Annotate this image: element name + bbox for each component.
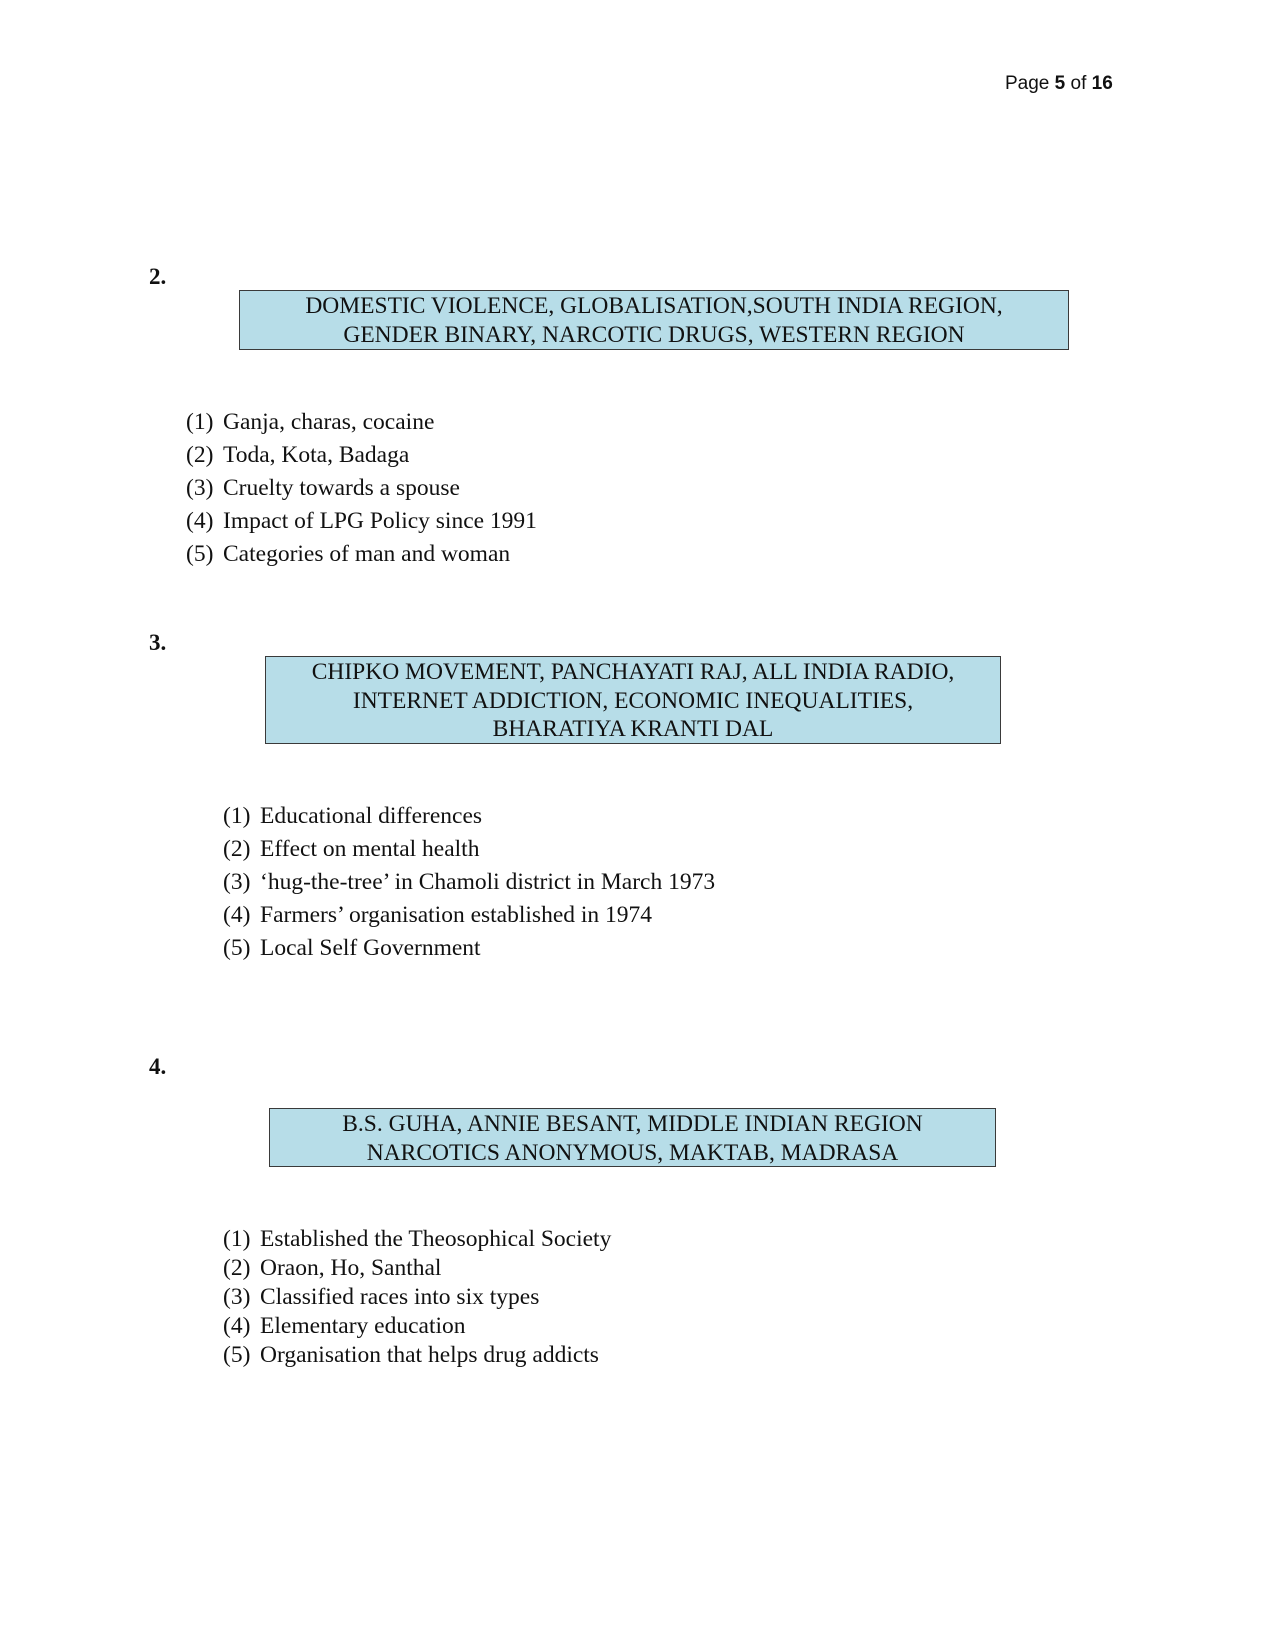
list-item	[223, 1254, 611, 1283]
list-item	[223, 899, 715, 932]
clue-number: (3)	[223, 1284, 251, 1310]
clue-text: Toda, Kota, Badaga	[223, 442, 410, 468]
list-item	[223, 800, 715, 833]
clue-number: (4)	[223, 1313, 251, 1339]
list-item	[223, 866, 715, 899]
clue-text: Classified races into six types	[260, 1284, 540, 1310]
list-item	[223, 1341, 611, 1370]
clue-text: Oraon, Ho, Santhal	[260, 1255, 442, 1281]
word-box-4	[269, 1108, 996, 1167]
clue-text: Ganja, charas, cocaine	[223, 409, 435, 435]
word-box-line: INTERNET ADDICTION, ECONOMIC INEQUALITIES,	[352, 687, 914, 714]
clue-number: (1)	[223, 1226, 251, 1252]
clue-list-3	[223, 800, 715, 965]
word-box-line: NARCOTICS ANONYMOUS, MAKTAB, MADRASA	[366, 1139, 899, 1166]
clue-text: Organisation that helps drug addicts	[260, 1342, 599, 1368]
page-total: 16	[1091, 73, 1113, 94]
clue-list-2	[186, 406, 537, 571]
list-item	[186, 406, 537, 439]
word-box-line: B.S. GUHA, ANNIE BESANT, MIDDLE INDIAN REGION	[342, 1111, 923, 1137]
clue-number: (5)	[223, 1342, 251, 1368]
clue-text: Elementary education	[260, 1313, 466, 1339]
word-box-line: BHARATIYA KRANTI DAL	[492, 716, 774, 742]
clue-text: Established the Theosophical Society	[260, 1226, 612, 1252]
clue-text: Impact of LPG Policy since 1991	[223, 508, 537, 534]
question-number-4: 4.	[149, 1054, 167, 1079]
clue-number: (3)	[186, 475, 214, 501]
clue-number: (1)	[223, 803, 251, 829]
clue-number: (1)	[186, 409, 214, 435]
clue-text: Farmers’ organisation established in 1974	[260, 902, 653, 928]
list-item	[186, 472, 537, 505]
list-item	[186, 505, 537, 538]
clue-number: (5)	[186, 541, 214, 567]
clue-number: (4)	[186, 508, 214, 534]
page-number	[1005, 73, 1113, 95]
list-item	[223, 932, 715, 965]
clue-number: (2)	[186, 442, 214, 468]
word-box-line: CHIPKO MOVEMENT, PANCHAYATI RAJ, ALL INDIA RADIO,	[311, 659, 955, 685]
page-prefix: Page	[1005, 73, 1050, 94]
clue-text: Categories of man and woman	[223, 541, 511, 567]
clue-text: Local Self Government	[260, 935, 481, 961]
list-item	[223, 1225, 611, 1254]
list-item	[223, 1312, 611, 1341]
clue-number: (2)	[223, 836, 251, 862]
clue-number: (4)	[223, 902, 251, 928]
clue-number: (3)	[223, 869, 251, 895]
word-box-3	[265, 656, 1001, 744]
question-number-3: 3.	[149, 630, 167, 655]
clue-text: Educational differences	[260, 803, 483, 829]
clue-number: (2)	[223, 1255, 251, 1281]
list-item	[186, 439, 537, 472]
clue-text: ‘hug-the-tree’ in Chamoli district in March 1973	[260, 869, 716, 895]
clue-list-4	[223, 1225, 611, 1370]
clue-text: Cruelty towards a spouse	[223, 475, 460, 501]
page-current: 5	[1054, 73, 1066, 94]
list-item	[223, 1283, 611, 1312]
list-item	[223, 833, 715, 866]
question-number-2: 2.	[149, 264, 167, 289]
clue-text: Effect on mental health	[260, 836, 480, 862]
word-box-2	[239, 290, 1069, 350]
word-box-line: DOMESTIC VIOLENCE, GLOBALISATION,SOUTH INDIA REGION,	[305, 293, 1003, 319]
clue-number: (5)	[223, 935, 251, 961]
page-of: of	[1070, 73, 1087, 94]
word-box-line: GENDER BINARY, NARCOTIC DRUGS, WESTERN REGION	[343, 321, 965, 348]
list-item	[186, 538, 537, 571]
